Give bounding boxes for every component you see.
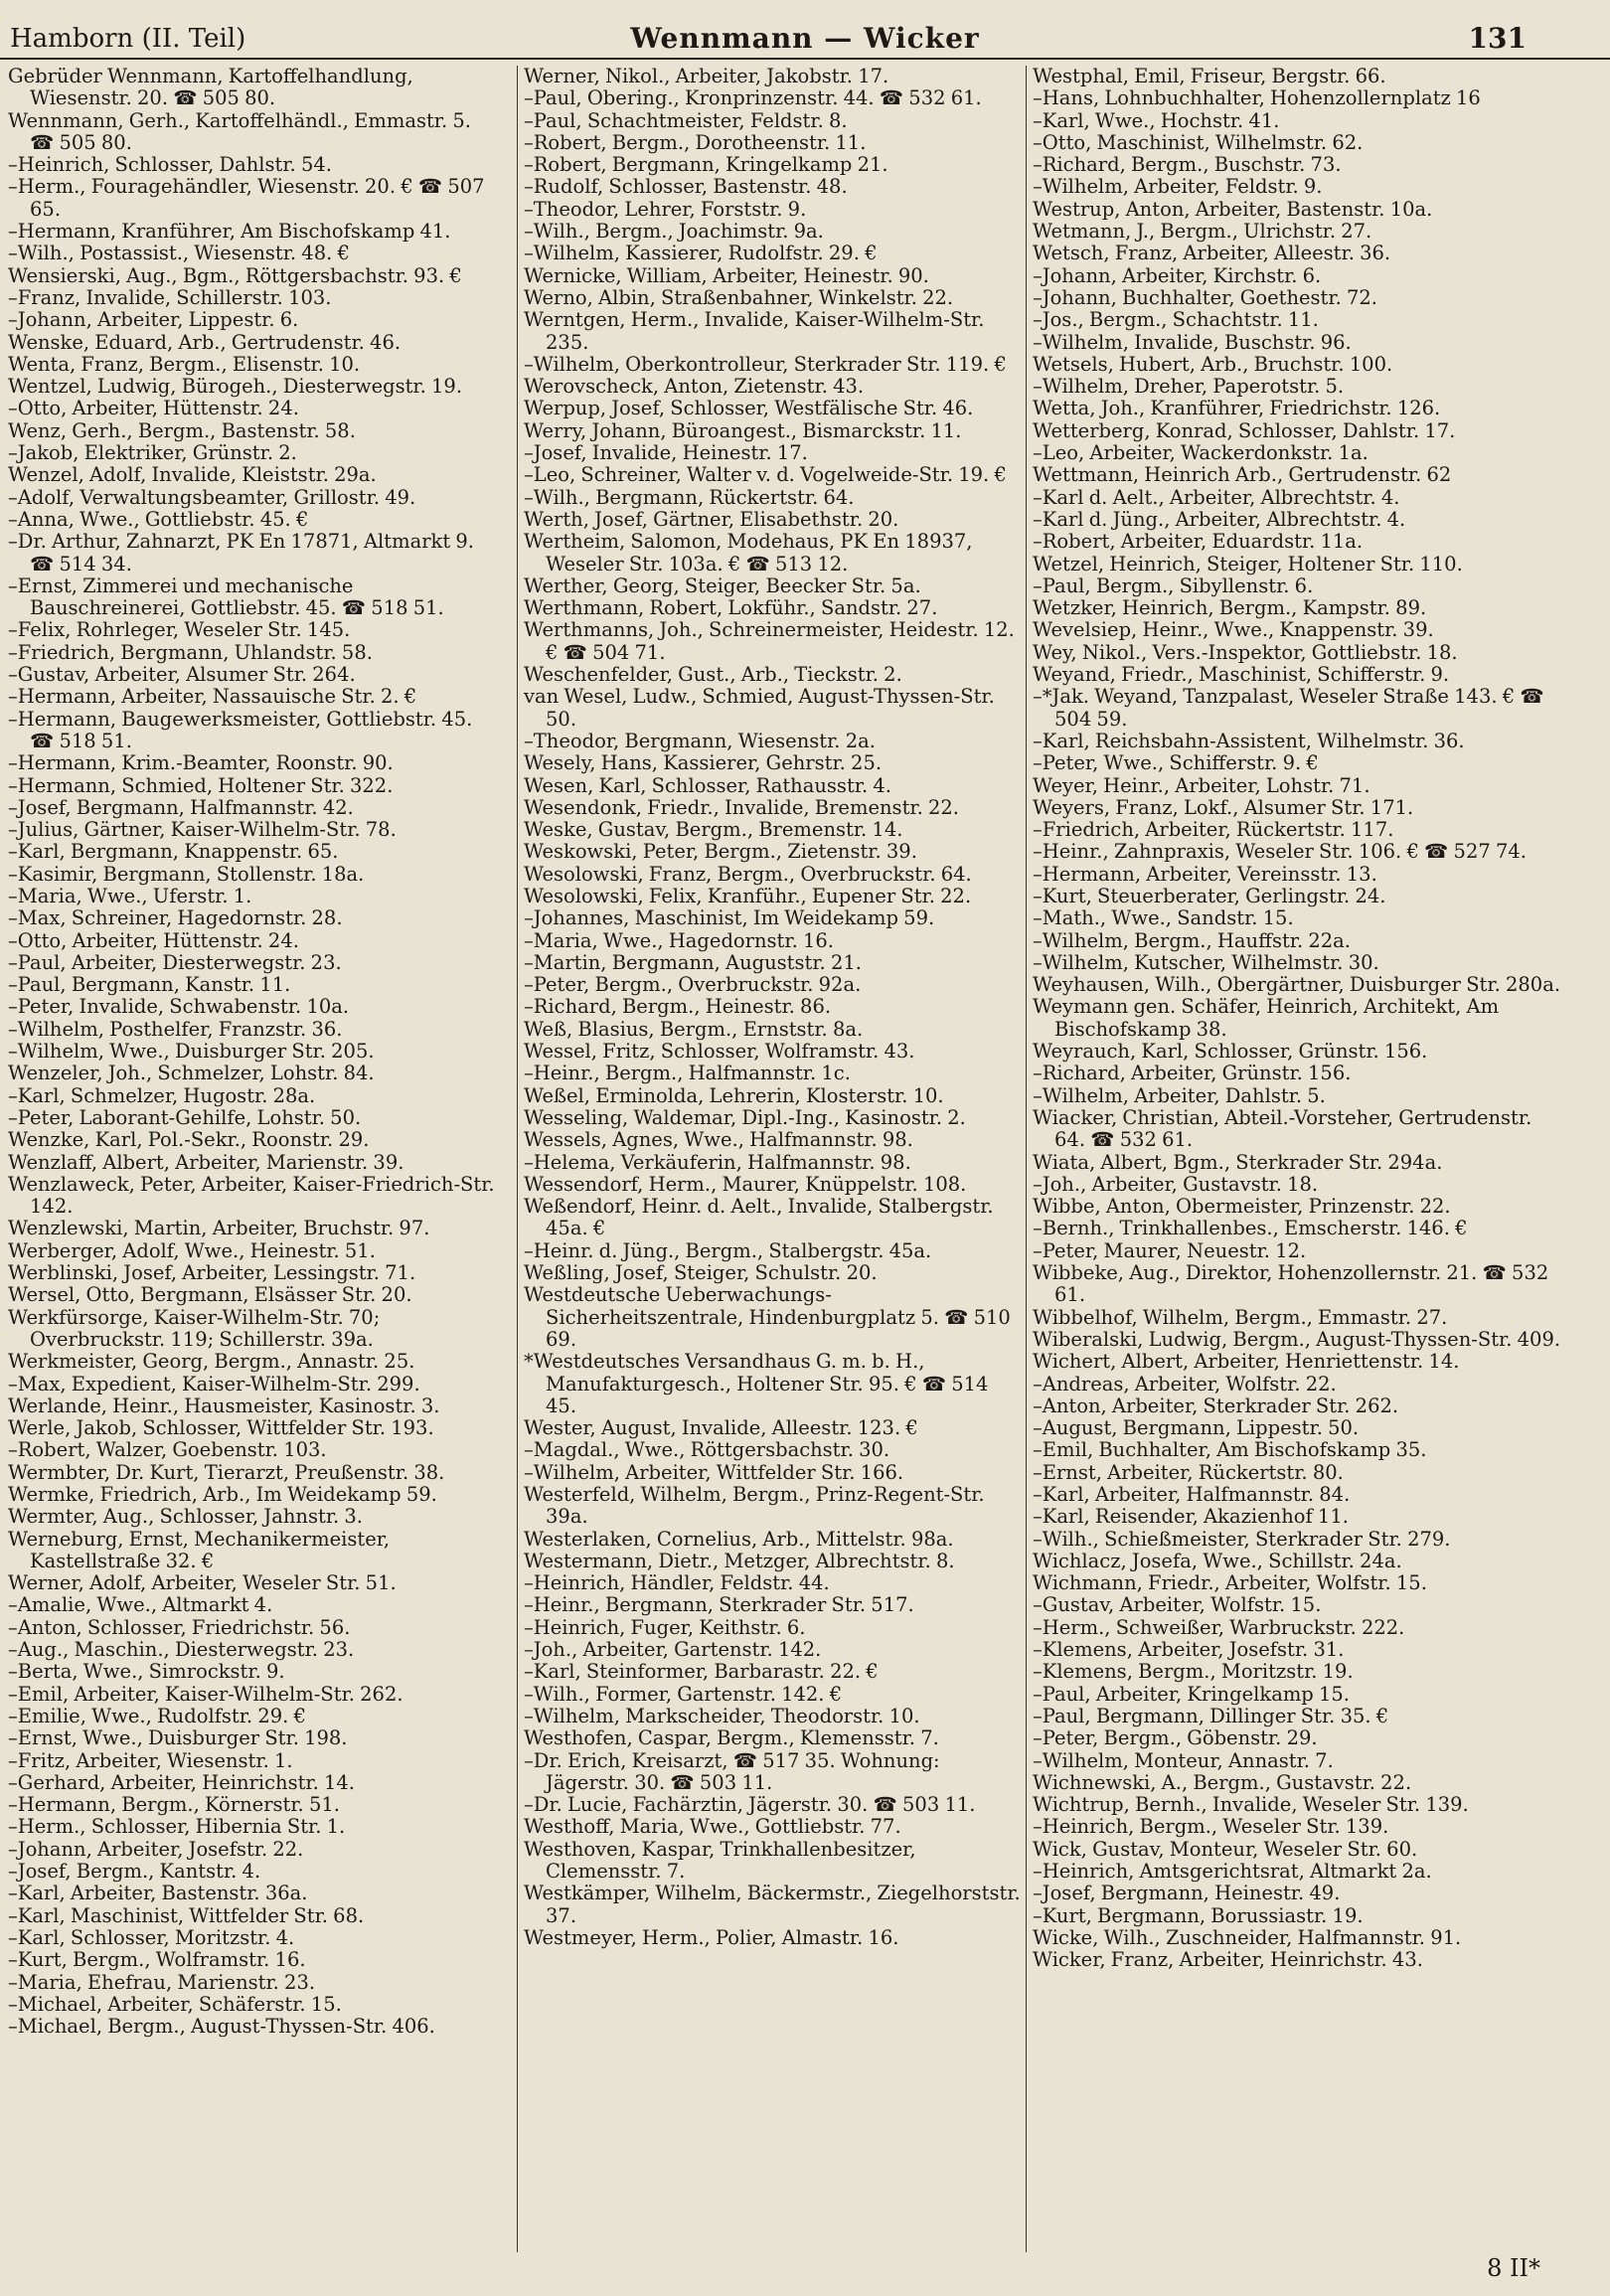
directory-entry: –August, Bergmann, Lippestr. 50. (1033, 1416, 1360, 1440)
directory-entry: –Heinr., Bergm., Halfmannstr. 1c. (524, 1062, 851, 1085)
directory-entry: Wicke, Wilh., Zuschneider, Halfmannstr. 91. (1033, 1925, 1462, 1949)
directory-entry: –Kasimir, Bergmann, Stollenstr. 18a. (8, 862, 365, 886)
directory-entry: –Paul, Arbeiter, Kringelkamp 15. (1033, 1682, 1350, 1706)
directory-entry: Wernicke, William, Arbeiter, Heinestr. 90. (524, 263, 929, 287)
directory-entry: Wensierski, Aug., Bgm., Röttgersbachstr. 93. € (8, 263, 462, 287)
directory-entry: Wermke, Friedrich, Arb., Im Weidekamp 59. (8, 1483, 437, 1506)
directory-entry: Wichmann, Friedr., Arbeiter, Wolfstr. 15. (1033, 1571, 1427, 1595)
directory-entry: Wetta, Joh., Kranführer, Friedrichstr. 126. (1033, 397, 1441, 420)
directory-entry: Westhoven, Kaspar, Trinkhallenbesitzer, Clemensstr. 7. (524, 1837, 916, 1884)
directory-entry: –Theodor, Bergmann, Wiesenstr. 2a. (524, 729, 876, 752)
directory-entry: –Max, Schreiner, Hagedornstr. 28. (8, 906, 343, 930)
directory-entry: Westhoff, Maria, Wwe., Gottliebstr. 77. (524, 1815, 901, 1839)
directory-entry: –Wilhelm, Wwe., Duisburger Str. 205. (8, 1040, 375, 1064)
directory-entry: –Wilhelm, Kassierer, Rudolfstr. 29. € (524, 242, 878, 265)
directory-entry: Werkmeister, Georg, Bergm., Annastr. 25. (8, 1350, 415, 1374)
directory-entry: –Karl, Maschinist, Wittfelder Str. 68. (8, 1903, 365, 1927)
directory-entry: –Peter, Invalide, Schwabenstr. 10a. (8, 995, 350, 1019)
directory-entry: –Hermann, Kranführer, Am Bischofskamp 41. (8, 220, 451, 244)
directory-entry: Wessel, Fritz, Schlosser, Wolframstr. 43. (524, 1040, 915, 1064)
directory-entry: Gebrüder Wennmann, Kartoffelhandlung, Wiesenstr. 20. ☎ 505 80. (8, 66, 413, 110)
directory-entry: –Franz, Invalide, Schillerstr. 103. (8, 285, 332, 309)
directory-entry: –Wilhelm, Bergm., Hauffstr. 22a. (1033, 928, 1352, 952)
directory-entry: –Amalie, Wwe., Altmarkt 4. (8, 1593, 273, 1617)
directory-entry: –Julius, Gärtner, Kaiser-Wilhelm-Str. 78. (8, 818, 397, 842)
column-2 (517, 66, 1021, 2252)
directory-entry: Wetsch, Franz, Arbeiter, Alleestr. 36. (1033, 242, 1391, 265)
directory-entry: –Heinrich, Bergm., Weseler Str. 139. (1033, 1815, 1389, 1839)
directory-entry: –Theodor, Lehrer, Forststr. 9. (524, 197, 807, 221)
directory-entry: Wichnewski, A., Bergm., Gustavstr. 22. (1033, 1770, 1412, 1794)
directory-entry: Werther, Georg, Steiger, Beecker Str. 5a. (524, 574, 921, 597)
directory-entry: –*Jak. Weyand, Tanzpalast, Weseler Straße 143. € ☎ 504 59. (1033, 685, 1544, 731)
directory-entry: –Johann, Buchhalter, Goethestr. 72. (1033, 285, 1377, 309)
directory-entry: –Richard, Bergm., Buschstr. 73. (1033, 153, 1342, 177)
directory-entry: –Paul, Bergm., Sibyllenstr. 6. (1033, 574, 1314, 597)
directory-entry: Wick, Gustav, Monteur, Weseler Str. 60. (1033, 1837, 1418, 1861)
column-1 (8, 66, 495, 2252)
directory-entry: –Karl, Reisender, Akazienhof 11. (1033, 1505, 1349, 1529)
directory-entry: Wesolowski, Franz, Bergm., Overbruckstr. 64. (524, 862, 972, 886)
directory-entry: –Heinr., Bergmann, Sterkrader Str. 517. (524, 1593, 914, 1617)
directory-entry: Wetzel, Heinrich, Steiger, Holtener Str. 110. (1033, 552, 1463, 575)
directory-entry: –Paul, Obering., Kronprinzenstr. 44. ☎ 532 61. (524, 86, 982, 110)
directory-entry: –Hans, Lohnbuchhalter, Hohenzollernplatz 16 (1033, 86, 1481, 110)
directory-entry: –Karl d. Jüng., Arbeiter, Albrechtstr. 4. (1033, 507, 1406, 531)
directory-entry: –Michael, Arbeiter, Schäferstr. 15. (8, 1992, 342, 2016)
directory-entry: –Dr. Lucie, Fachärztin, Jägerstr. 30. ☎ 503 11. (524, 1793, 976, 1817)
directory-entry: –Johann, Arbeiter, Lippestr. 6. (8, 308, 299, 332)
directory-entry: Westkämper, Wilhelm, Bäckermstr., Ziegelhorststr. 37. (524, 1882, 1021, 1927)
directory-entry: –Herm., Schweißer, Warbruckstr. 222. (1033, 1615, 1405, 1639)
directory-entry: –Math., Wwe., Sandstr. 15. (1033, 906, 1294, 930)
directory-entry: –Hermann, Schmied, Holtener Str. 322. (8, 773, 394, 797)
directory-entry: –Josef, Bergmann, Halfmannstr. 42. (8, 795, 354, 819)
directory-entry: Wester, August, Invalide, Alleestr. 123. € (524, 1416, 918, 1440)
directory-entry: –Emilie, Wwe., Rudolfstr. 29. € (8, 1704, 306, 1727)
directory-entry: –Hermann, Arbeiter, Nassauische Str. 2. € (8, 685, 417, 709)
directory-entry: –Wilhelm, Oberkontrolleur, Sterkrader Str. 119. € (524, 352, 1007, 376)
directory-entry: Wenske, Eduard, Arb., Gertrudenstr. 46. (8, 330, 402, 354)
directory-entry: –Anton, Schlosser, Friedrichstr. 56. (8, 1615, 351, 1639)
directory-entry: Wenz, Gerh., Bergm., Bastenstr. 58. (8, 418, 356, 442)
directory-entry: Weyers, Franz, Lokf., Alsumer Str. 171. (1033, 795, 1414, 819)
directory-entry: –Leo, Schreiner, Walter v. d. Vogelweide-Str. 19. € (524, 463, 1007, 487)
directory-entry: Werpup, Josef, Schlosser, Westfälische Str. 46. (524, 397, 974, 420)
directory-entry: –Wilhelm, Markscheider, Theodorstr. 10. (524, 1704, 920, 1727)
directory-entry: –Josef, Bergm., Kantstr. 4. (8, 1860, 261, 1884)
directory-entry: Wey, Nikol., Vers.-Inspektor, Gottliebstr. 18. (1033, 640, 1458, 664)
directory-entry: –Johannes, Maschinist, Im Weidekamp 59. (524, 906, 935, 930)
directory-entry: –Hermann, Krim.-Beamter, Roonstr. 90. (8, 751, 394, 775)
directory-entry: –Martin, Bergmann, Auguststr. 21. (524, 950, 862, 974)
directory-entry: –Wilhelm, Arbeiter, Dahlstr. 5. (1033, 1083, 1326, 1107)
directory-entry: –Josef, Invalide, Heinestr. 17. (524, 441, 808, 465)
directory-entry: –Gustav, Arbeiter, Alsumer Str. 264. (8, 663, 356, 687)
directory-entry: –Wilhelm, Arbeiter, Wittfelder Str. 166. (524, 1460, 904, 1484)
directory-entry: –Wilhelm, Dreher, Paperotstr. 5. (1033, 375, 1345, 399)
directory-entry: Wetsels, Hubert, Arb., Bruchstr. 100. (1033, 352, 1393, 376)
directory-entry: Weschenfelder, Gust., Arb., Tieckstr. 2. (524, 663, 902, 687)
directory-entry: Wichert, Albert, Arbeiter, Henriettenstr. 14. (1033, 1350, 1460, 1374)
directory-entry: Wesely, Hans, Kassierer, Gehrstr. 25. (524, 751, 883, 775)
directory-entry: Werneburg, Ernst, Mechanikermeister, Kastellstraße 32. € (8, 1527, 391, 1572)
directory-entry: –Karl, Reichsbahn-Assistent, Wilhelmstr. 36. (1033, 729, 1465, 752)
directory-entry: Wesendonk, Friedr., Invalide, Bremenstr. 22. (524, 795, 959, 819)
directory-entry: –Heinrich, Amtsgerichtsrat, Altmarkt 2a. (1033, 1860, 1432, 1884)
directory-entry: –Otto, Arbeiter, Hüttenstr. 24. (8, 928, 299, 952)
directory-entry: –Wilh., Former, Gartenstr. 142. € (524, 1682, 843, 1706)
directory-entry: Werth, Josef, Gärtner, Elisabethstr. 20. (524, 507, 899, 531)
directory-entry: Wermter, Aug., Schlosser, Jahnstr. 3. (8, 1505, 364, 1529)
directory-entry: –Karl, Steinformer, Barbarastr. 22. € (524, 1660, 879, 1684)
directory-entry: –Friedrich, Bergmann, Uhlandstr. 58. (8, 640, 373, 664)
directory-entry: Weske, Gustav, Bergm., Bremenstr. 14. (524, 818, 903, 842)
directory-entry: –Karl, Schlosser, Moritzstr. 4. (8, 1925, 295, 1949)
directory-entry: –Otto, Maschinist, Wilhelmstr. 62. (1033, 130, 1364, 154)
directory-entry: Weskowski, Peter, Bergm., Zietenstr. 39. (524, 840, 917, 864)
directory-entry: –Leo, Arbeiter, Wackerdonkstr. 1a. (1033, 441, 1368, 465)
directory-entry: –Friedrich, Arbeiter, Rückertstr. 117. (1033, 818, 1394, 842)
directory-entry: –Ernst, Wwe., Duisburger Str. 198. (8, 1726, 348, 1750)
directory-entry: Wenzlewski, Martin, Arbeiter, Bruchstr. 97. (8, 1217, 430, 1240)
directory-entry: –Rudolf, Schlosser, Bastenstr. 48. (524, 175, 848, 199)
directory-entry: –Karl, Schmelzer, Hugostr. 28a. (8, 1083, 316, 1107)
directory-entry: –Wilhelm, Arbeiter, Feldstr. 9. (1033, 175, 1323, 199)
directory-entry: Weyand, Friedr., Maschinist, Schifferstr. 9. (1033, 663, 1450, 687)
directory-entry: Weß, Blasius, Bergm., Ernststr. 8a. (524, 1017, 864, 1041)
directory-entry: Wessendorf, Herm., Maurer, Knüppelstr. 108. (524, 1172, 967, 1196)
directory-entry: –Gustav, Arbeiter, Wolfstr. 15. (1033, 1593, 1322, 1617)
directory-entry: *Westdeutsches Versandhaus G. m. b. H., Manufakturgesch., Holtener Str. 95. € ☎ 514 45. (524, 1350, 989, 1417)
directory-entry: Werner, Nikol., Arbeiter, Jakobstr. 17. (524, 66, 889, 87)
directory-entry: –Fritz, Arbeiter, Wiesenstr. 1. (8, 1748, 293, 1772)
directory-entry: –Aug., Maschin., Diesterwegstr. 23. (8, 1638, 355, 1662)
directory-entry: Werberger, Adolf, Wwe., Heinestr. 51. (8, 1238, 376, 1262)
directory-entry: Westerfeld, Wilhelm, Bergm., Prinz-Regent-Str. 39a. (524, 1483, 985, 1529)
directory-entry: –Heinr. d. Jüng., Bergm., Stalbergstr. 45a. (524, 1238, 932, 1262)
directory-entry: –Hermann, Baugewerksmeister, Gottliebstr. 45. ☎ 518 51. (8, 707, 473, 752)
directory-entry: –Dr. Arthur, Zahnarzt, PK En 17871, Altmarkt 9. ☎ 514 34. (8, 530, 474, 575)
directory-entry: Westmeyer, Herm., Polier, Almastr. 16. (524, 1925, 899, 1949)
directory-entry: –Klemens, Arbeiter, Josefstr. 31. (1033, 1638, 1345, 1662)
directory-entry: Wetterberg, Konrad, Schlosser, Dahlstr. 17. (1033, 418, 1456, 442)
directory-entry: –Felix, Rohrleger, Weseler Str. 145. (8, 618, 351, 642)
directory-entry: Wicker, Franz, Arbeiter, Heinrichstr. 43. (1033, 1948, 1423, 1972)
directory-entry: –Wilh., Bergm., Joachimstr. 9a. (524, 220, 824, 244)
directory-entry: Wersel, Otto, Bergmann, Elsässer Str. 20. (8, 1283, 412, 1307)
directory-entry: Wesseling, Waldemar, Dipl.-Ing., Kasinostr. 2. (524, 1105, 966, 1129)
directory-entry: Weßling, Josef, Steiger, Schulstr. 20. (524, 1261, 878, 1285)
directory-entry: –Peter, Bergm., Göbenstr. 29. (1033, 1726, 1318, 1750)
directory-entry: –Peter, Maurer, Neuestr. 12. (1033, 1238, 1307, 1262)
directory-entry: –Wilhelm, Invalide, Buschstr. 96. (1033, 330, 1352, 354)
directory-entry: –Karl, Arbeiter, Bastenstr. 36a. (8, 1882, 308, 1905)
directory-entry: Werry, Johann, Büroangest., Bismarckstr. 11. (524, 418, 962, 442)
header-name-range: Wennmann — Wicker (630, 22, 980, 55)
directory-entry: –Maria, Wwe., Hagedornstr. 16. (524, 928, 834, 952)
directory-entry: Wesen, Karl, Schlosser, Rathausstr. 4. (524, 773, 891, 797)
directory-entry: –Robert, Bergmann, Kringelkamp 21. (524, 153, 888, 177)
directory-entry: Wenzke, Karl, Pol.-Sekr., Roonstr. 29. (8, 1128, 370, 1152)
directory-entry: Westdeutsche Ueberwachungs-Sicherheitszentrale, Hindenburgplatz 5. ☎ 510 69. (524, 1283, 1011, 1351)
directory-entry: Wichtrup, Bernh., Invalide, Weseler Str. 139. (1033, 1793, 1469, 1817)
directory-entry: Wibbelhof, Wilhelm, Bergm., Emmastr. 27. (1033, 1305, 1448, 1329)
directory-entry: –Wilhelm, Monteur, Annastr. 7. (1033, 1748, 1334, 1772)
directory-entry: Wertheim, Salomon, Modehaus, PK En 18937, Weseler Str. 103a. € ☎ 513 12. (524, 530, 973, 575)
directory-entry: Weymann gen. Schäfer, Heinrich, Architekt, Am Bischofskamp 38. (1033, 995, 1500, 1041)
directory-entry: Wevelsiep, Heinr., Wwe., Knappenstr. 39. (1033, 618, 1434, 642)
directory-entry: Wentzel, Ludwig, Bürogeh., Diesterwegstr. 19. (8, 375, 463, 399)
directory-columns (0, 66, 1610, 2252)
directory-entry: Werthmanns, Joh., Schreinermeister, Heidestr. 12. € ☎ 504 71. (524, 618, 1015, 664)
page-number: 131 (1468, 22, 1527, 55)
directory-entry: Westhofen, Caspar, Bergm., Klemensstr. 7. (524, 1726, 939, 1750)
directory-entry: Wenta, Franz, Bergm., Elisenstr. 10. (8, 352, 361, 376)
directory-entry: –Wilhelm, Kutscher, Wilhelmstr. 30. (1033, 950, 1379, 974)
page-header (0, 18, 1610, 60)
directory-entry: –Berta, Wwe., Simrockstr. 9. (8, 1660, 285, 1684)
directory-entry: Wibbeke, Aug., Direktor, Hohenzollernstr. 21. ☎ 532 61. (1033, 1261, 1549, 1307)
directory-entry: –Heinrich, Händler, Feldstr. 44. (524, 1571, 830, 1595)
directory-entry: –Dr. Erich, Kreisarzt, ☎ 517 35. Wohnung: Jägerstr. 30. ☎ 503 11. (524, 1748, 940, 1794)
directory-entry: Wiata, Albert, Bgm., Sterkrader Str. 294a. (1033, 1150, 1443, 1174)
directory-entry: –Maria, Ehefrau, Marienstr. 23. (8, 1970, 316, 1994)
directory-entry: Weyrauch, Karl, Schlosser, Grünstr. 156. (1033, 1040, 1428, 1064)
directory-entry: Weßel, Erminolda, Lehrerin, Klosterstr. 10. (524, 1083, 944, 1107)
directory-entry: Wermbter, Dr. Kurt, Tierarzt, Preußenstr. 38. (8, 1460, 445, 1484)
directory-entry: –Maria, Wwe., Uferstr. 1. (8, 884, 252, 907)
directory-entry: Wetmann, J., Bergm., Ulrichstr. 27. (1033, 220, 1372, 244)
directory-entry: –Andreas, Arbeiter, Wolfstr. 22. (1033, 1372, 1337, 1395)
directory-entry: Wettmann, Heinrich Arb., Gertrudenstr. 62 (1033, 463, 1452, 487)
directory-entry: Weßendorf, Heinr. d. Aelt., Invalide, Stalbergstr. 45a. € (524, 1195, 994, 1240)
directory-entry: –Kurt, Bergm., Wolframstr. 16. (8, 1948, 306, 1972)
directory-entry: Wenzlaweck, Peter, Arbeiter, Kaiser-Friedrich-Str. 142. (8, 1172, 495, 1219)
directory-entry: –Paul, Bergmann, Dillinger Str. 35. € (1033, 1704, 1389, 1727)
directory-entry: Westphal, Emil, Friseur, Bergstr. 66. (1033, 66, 1386, 87)
directory-entry: –Gerhard, Arbeiter, Heinrichstr. 14. (8, 1770, 355, 1794)
directory-entry: –Max, Expedient, Kaiser-Wilhelm-Str. 299. (8, 1372, 420, 1395)
directory-entry: Werntgen, Herm., Invalide, Kaiser-Wilhelm-Str. 235. (524, 308, 985, 354)
directory-entry: Wiberalski, Ludwig, Bergm., August-Thyssen-Str. 409. (1033, 1327, 1561, 1351)
directory-entry: Werovscheck, Anton, Zietenstr. 43. (524, 375, 865, 399)
directory-entry: Weyhausen, Wilh., Obergärtner, Duisburger Str. 280a. (1033, 973, 1561, 997)
directory-entry: –Bernh., Trinkhallenbes., Emscherstr. 146. € (1033, 1217, 1468, 1240)
directory-entry: Wesolowski, Felix, Kranführ., Eupener Str. 22. (524, 884, 972, 907)
directory-entry: –Paul, Arbeiter, Diesterwegstr. 23. (8, 950, 342, 974)
directory-entry: –Joh., Arbeiter, Gartenstr. 142. (524, 1638, 822, 1662)
directory-entry: –Kurt, Steuerberater, Gerlingstr. 24. (1033, 884, 1386, 907)
directory-entry: –Johann, Arbeiter, Josefstr. 22. (8, 1837, 304, 1861)
directory-entry: –Ernst, Zimmerei und mechanische Bauschreinerei, Gottliebstr. 45. ☎ 518 51. (8, 574, 444, 620)
directory-entry: –Robert, Walzer, Goebenstr. 103. (8, 1438, 327, 1462)
directory-entry: Wennmann, Gerh., Kartoffelhändl., Emmastr. 5. ☎ 505 80. (8, 108, 471, 154)
directory-entry: –Peter, Wwe., Schifferstr. 9. € (1033, 751, 1319, 775)
directory-entry: Werlande, Heinr., Hausmeister, Kasinostr. 3. (8, 1394, 440, 1417)
directory-entry: –Richard, Bergm., Heinestr. 86. (524, 995, 832, 1019)
directory-entry: van Wesel, Ludw., Schmied, August-Thyssen-Str. 50. (524, 685, 995, 731)
directory-entry: –Herm., Fouragehändler, Wiesenstr. 20. € ☎ 507 65. (8, 175, 485, 221)
directory-entry: Wenzeler, Joh., Schmelzer, Lohstr. 84. (8, 1062, 375, 1085)
directory-entry: Werle, Jakob, Schlosser, Wittfelder Str. 193. (8, 1416, 434, 1440)
directory-entry: Werblinski, Josef, Arbeiter, Lessingstr. 71. (8, 1261, 416, 1285)
directory-entry: –Michael, Bergm., August-Thyssen-Str. 406. (8, 2015, 435, 2039)
directory-entry: –Anton, Arbeiter, Sterkrader Str. 262. (1033, 1394, 1399, 1417)
directory-entry: –Robert, Arbeiter, Eduardstr. 11a. (1033, 530, 1364, 554)
directory-entry: Wetzker, Heinrich, Bergm., Kampstr. 89. (1033, 596, 1427, 620)
directory-entry: –Emil, Arbeiter, Kaiser-Wilhelm-Str. 262. (8, 1682, 403, 1706)
directory-entry: –Wilh., Postassist., Wiesenstr. 48. € (8, 242, 350, 265)
directory-entry: Westrup, Anton, Arbeiter, Bastenstr. 10a. (1033, 197, 1433, 221)
directory-entry: Wiacker, Christian, Abteil.-Vorsteher, Gertrudenstr. 64. ☎ 532 61. (1033, 1105, 1532, 1152)
directory-entry: Weyer, Heinr., Arbeiter, Lohstr. 71. (1033, 773, 1370, 797)
directory-entry: –Jakob, Elektriker, Grünstr. 2. (8, 441, 297, 465)
directory-entry: –Joh., Arbeiter, Gustavstr. 18. (1033, 1172, 1319, 1196)
header-section-label: Hamborn (II. Teil) (10, 24, 246, 54)
directory-entry: Wessels, Agnes, Wwe., Halfmannstr. 98. (524, 1128, 913, 1152)
directory-entry: –Johann, Arbeiter, Kirchstr. 6. (1033, 263, 1322, 287)
directory-entry: –Peter, Laborant-Gehilfe, Lohstr. 50. (8, 1105, 362, 1129)
signature-mark: 8 II* (1487, 2254, 1540, 2282)
directory-entry: –Heinrich, Fuger, Keithstr. 6. (524, 1615, 806, 1639)
directory-entry: –Wilhelm, Posthelfer, Franzstr. 36. (8, 1017, 343, 1041)
directory-entry: –Herm., Schlosser, Hibernia Str. 1. (8, 1815, 346, 1839)
directory-entry: –Klemens, Bergm., Moritzstr. 19. (1033, 1660, 1354, 1684)
directory-entry: –Karl, Arbeiter, Halfmannstr. 84. (1033, 1483, 1351, 1506)
directory-entry: –Peter, Bergm., Overbruckstr. 92a. (524, 973, 862, 997)
directory-entry: –Hermann, Bergm., Körnerstr. 51. (8, 1793, 340, 1817)
directory-entry: –Paul, Schachtmeister, Feldstr. 8. (524, 108, 848, 132)
directory-entry: –Heinr., Zahnpraxis, Weseler Str. 106. € ☎ 527 74. (1033, 840, 1527, 864)
directory-entry: Werkfürsorge, Kaiser-Wilhelm-Str. 70; Overbruckstr. 119; Schillerstr. 39a. (8, 1305, 381, 1351)
directory-entry: Werner, Adolf, Arbeiter, Weseler Str. 51. (8, 1571, 397, 1595)
directory-entry: –Heinrich, Schlosser, Dahlstr. 54. (8, 153, 332, 177)
directory-entry: –Hermann, Arbeiter, Vereinsstr. 13. (1033, 862, 1377, 886)
directory-entry: –Paul, Bergmann, Kanstr. 11. (8, 973, 291, 997)
directory-entry: –Karl, Bergmann, Knappenstr. 65. (8, 840, 339, 864)
directory-entry: –Anna, Wwe., Gottliebstr. 45. € (8, 507, 309, 531)
directory-entry: –Helema, Verkäuferin, Halfmannstr. 98. (524, 1150, 911, 1174)
directory-entry: –Magdal., Wwe., Röttgersbachstr. 30. (524, 1438, 890, 1462)
directory-entry: Wibbe, Anton, Obermeister, Prinzenstr. 22. (1033, 1195, 1451, 1219)
directory-entry: –Josef, Bergmann, Heinestr. 49. (1033, 1882, 1341, 1905)
directory-entry: –Richard, Arbeiter, Grünstr. 156. (1033, 1062, 1352, 1085)
directory-entry: –Jos., Bergm., Schachtstr. 11. (1033, 308, 1319, 332)
directory-entry: Westerlaken, Cornelius, Arb., Mittelstr. 98a. (524, 1527, 954, 1551)
directory-entry: –Robert, Bergm., Dorotheenstr. 11. (524, 130, 867, 154)
directory-entry: –Ernst, Arbeiter, Rückertstr. 80. (1033, 1460, 1344, 1484)
directory-entry: –Wilh., Schießmeister, Sterkrader Str. 279. (1033, 1527, 1451, 1551)
directory-entry: –Emil, Buchhalter, Am Bischofskamp 35. (1033, 1438, 1427, 1462)
directory-entry: –Karl, Wwe., Hochstr. 41. (1033, 108, 1280, 132)
directory-entry: Westermann, Dietr., Metzger, Albrechtstr. 8. (524, 1549, 955, 1572)
directory-entry: –Karl d. Aelt., Arbeiter, Albrechtstr. 4. (1033, 485, 1400, 509)
directory-entry: Wenzlaff, Albert, Arbeiter, Marienstr. 39. (8, 1150, 404, 1174)
column-3 (1026, 66, 1567, 2252)
directory-entry: –Adolf, Verwaltungsbeamter, Grillostr. 49. (8, 485, 416, 509)
directory-entry: Werthmann, Robert, Lokführ., Sandstr. 27. (524, 596, 938, 620)
directory-entry: Werno, Albin, Straßenbahner, Winkelstr. 22. (524, 285, 954, 309)
directory-entry: –Wilh., Bergmann, Rückertstr. 64. (524, 485, 855, 509)
directory-entry: Wenzel, Adolf, Invalide, Kleiststr. 29a. (8, 463, 377, 487)
directory-entry: –Otto, Arbeiter, Hüttenstr. 24. (8, 397, 299, 420)
directory-entry: Wichlacz, Josefa, Wwe., Schillstr. 24a. (1033, 1549, 1402, 1572)
directory-entry: –Kurt, Bergmann, Borussiastr. 19. (1033, 1903, 1364, 1927)
